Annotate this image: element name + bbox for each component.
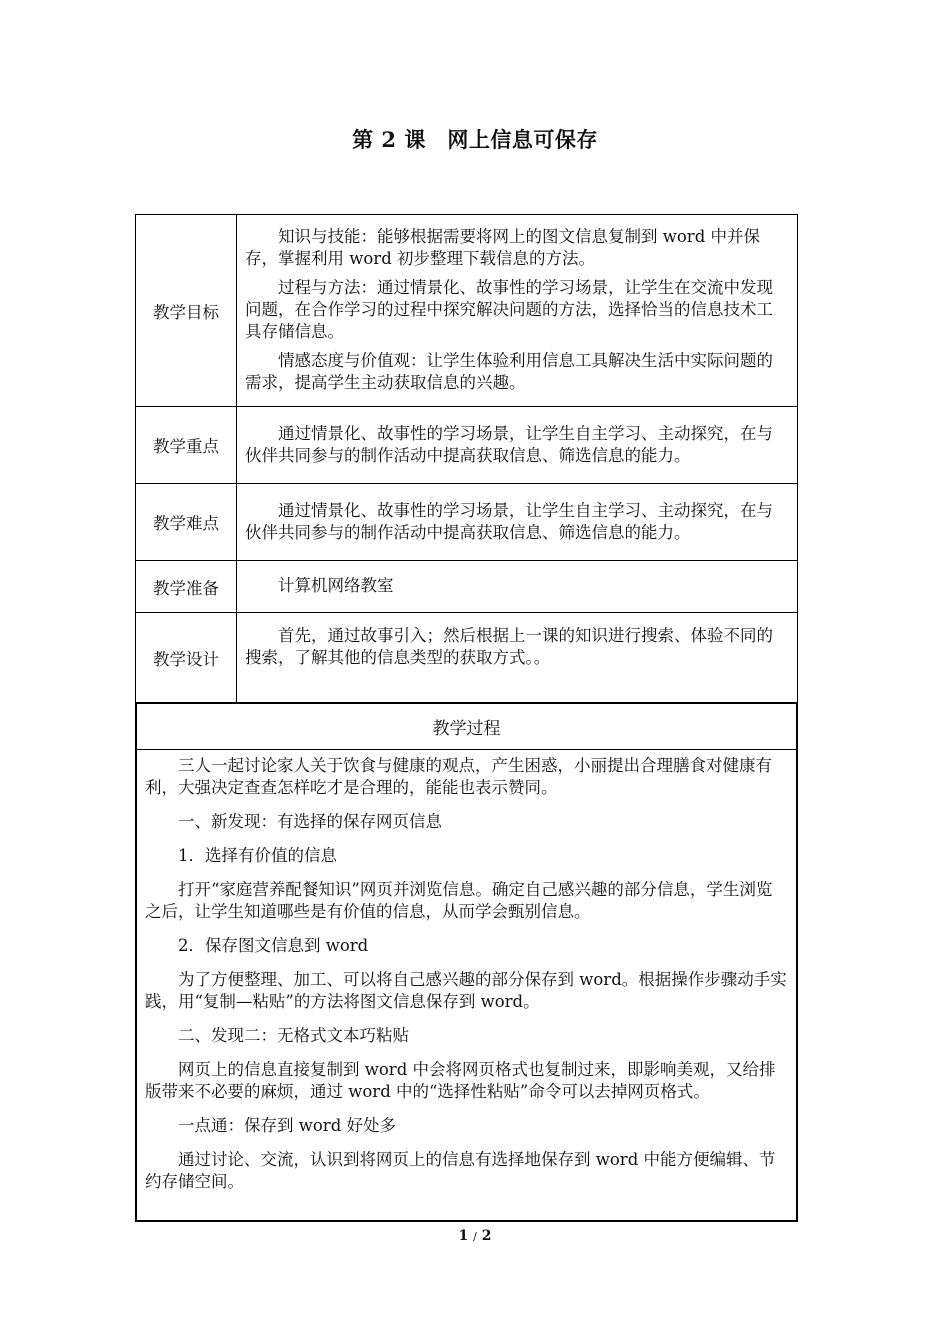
subsection-heading: 1．选择有价值的信息	[178, 846, 337, 865]
table-row	[136, 561, 798, 613]
tip-heading: 一点通：保存到 word 好处多	[178, 1116, 396, 1135]
paragraph: 首先，通过故事引入；然后根据上一课的知识进行搜索、体验不同的搜索，了解其他的信息类型的获取方式。。	[245, 626, 773, 667]
section-heading: 二、发现二：无格式文本巧粘贴	[178, 1026, 409, 1045]
paragraph: 网页上的信息直接复制到 word 中会将网页格式也复制过来，即影响美观，又给排版带来不必要的麻烦，通过 word 中的“选择性粘贴”命令可以去掉网页格式。	[145, 1060, 776, 1101]
row-content	[237, 561, 798, 613]
page-separator: /	[473, 1230, 477, 1243]
page-number	[0, 1228, 950, 1244]
total-pages: 2	[481, 1228, 492, 1244]
paragraph: 三人一起讨论家人关于饮食与健康的观点，产生困惑，小丽提出合理膳食对健康有利，大强决定查查怎样吃才是合理的，能能也表示赞同。	[145, 756, 772, 797]
paragraph: 通过情景化、故事性的学习场景，让学生自主学习、主动探究，在与伙伴共同参与的制作活动中提高获取信息、筛选信息的能力。	[245, 500, 773, 542]
row-content	[237, 215, 798, 407]
paragraph: 计算机网络教室	[278, 576, 394, 595]
row-label: 教学设计	[136, 613, 237, 703]
lesson-plan-table	[135, 214, 798, 703]
table-row	[136, 484, 798, 561]
subsection-heading: 2．保存图文信息到 word	[178, 936, 369, 955]
row-label: 教学重点	[136, 407, 237, 484]
process-body	[137, 750, 796, 1193]
current-page: 1	[458, 1228, 469, 1244]
paragraph: 情感态度与价值观：让学生体验利用信息工具解决生活中实际问题的需求，提高学生主动获取信息的兴趣。	[245, 351, 773, 392]
table-row	[136, 613, 798, 703]
row-label: 教学准备	[136, 561, 237, 613]
document-title: 第 2 课 网上信息可保存	[352, 127, 598, 152]
section-heading: 一、新发现：有选择的保存网页信息	[178, 812, 442, 831]
row-content	[237, 484, 798, 561]
process-heading: 教学过程	[137, 702, 796, 750]
paragraph: 知识与技能：能够根据需要将网上的图文信息复制到 word 中并保存，掌握利用 word 初步整理下载信息的方法。	[245, 227, 760, 268]
paragraph: 打开“家庭营养配餐知识”网页并浏览信息。确定自己感兴趣的部分信息，学生浏览之后，让学生知道哪些是有价值的信息，从而学会甄别信息。	[145, 880, 773, 921]
paragraph: 过程与方法：通过情景化、故事性的学习场景，让学生在交流中发现问题，在合作学习的过程中探究解决问题的方法，选择恰当的信息技术工具存储信息。	[245, 278, 773, 341]
row-content	[237, 613, 798, 703]
row-label: 教学目标	[136, 215, 237, 407]
table-row	[136, 407, 798, 484]
paragraph: 为了方便整理、加工、可以将自己感兴趣的部分保存到 word。根据操作步骤动手实践，用“复制—粘贴”的方法将图文信息保存到 word。	[145, 970, 787, 1011]
paragraph: 通过讨论、交流，认识到将网页上的信息有选择地保存到 word 中能方便编辑、节约存储空间。	[145, 1150, 776, 1191]
table-row	[136, 215, 798, 407]
paragraph: 通过情景化、故事性的学习场景，让学生自主学习、主动探究，在与伙伴共同参与的制作活动中提高获取信息、筛选信息的能力。	[245, 423, 773, 465]
row-content	[237, 407, 798, 484]
row-label: 教学难点	[136, 484, 237, 561]
teaching-process-section	[135, 702, 798, 1222]
